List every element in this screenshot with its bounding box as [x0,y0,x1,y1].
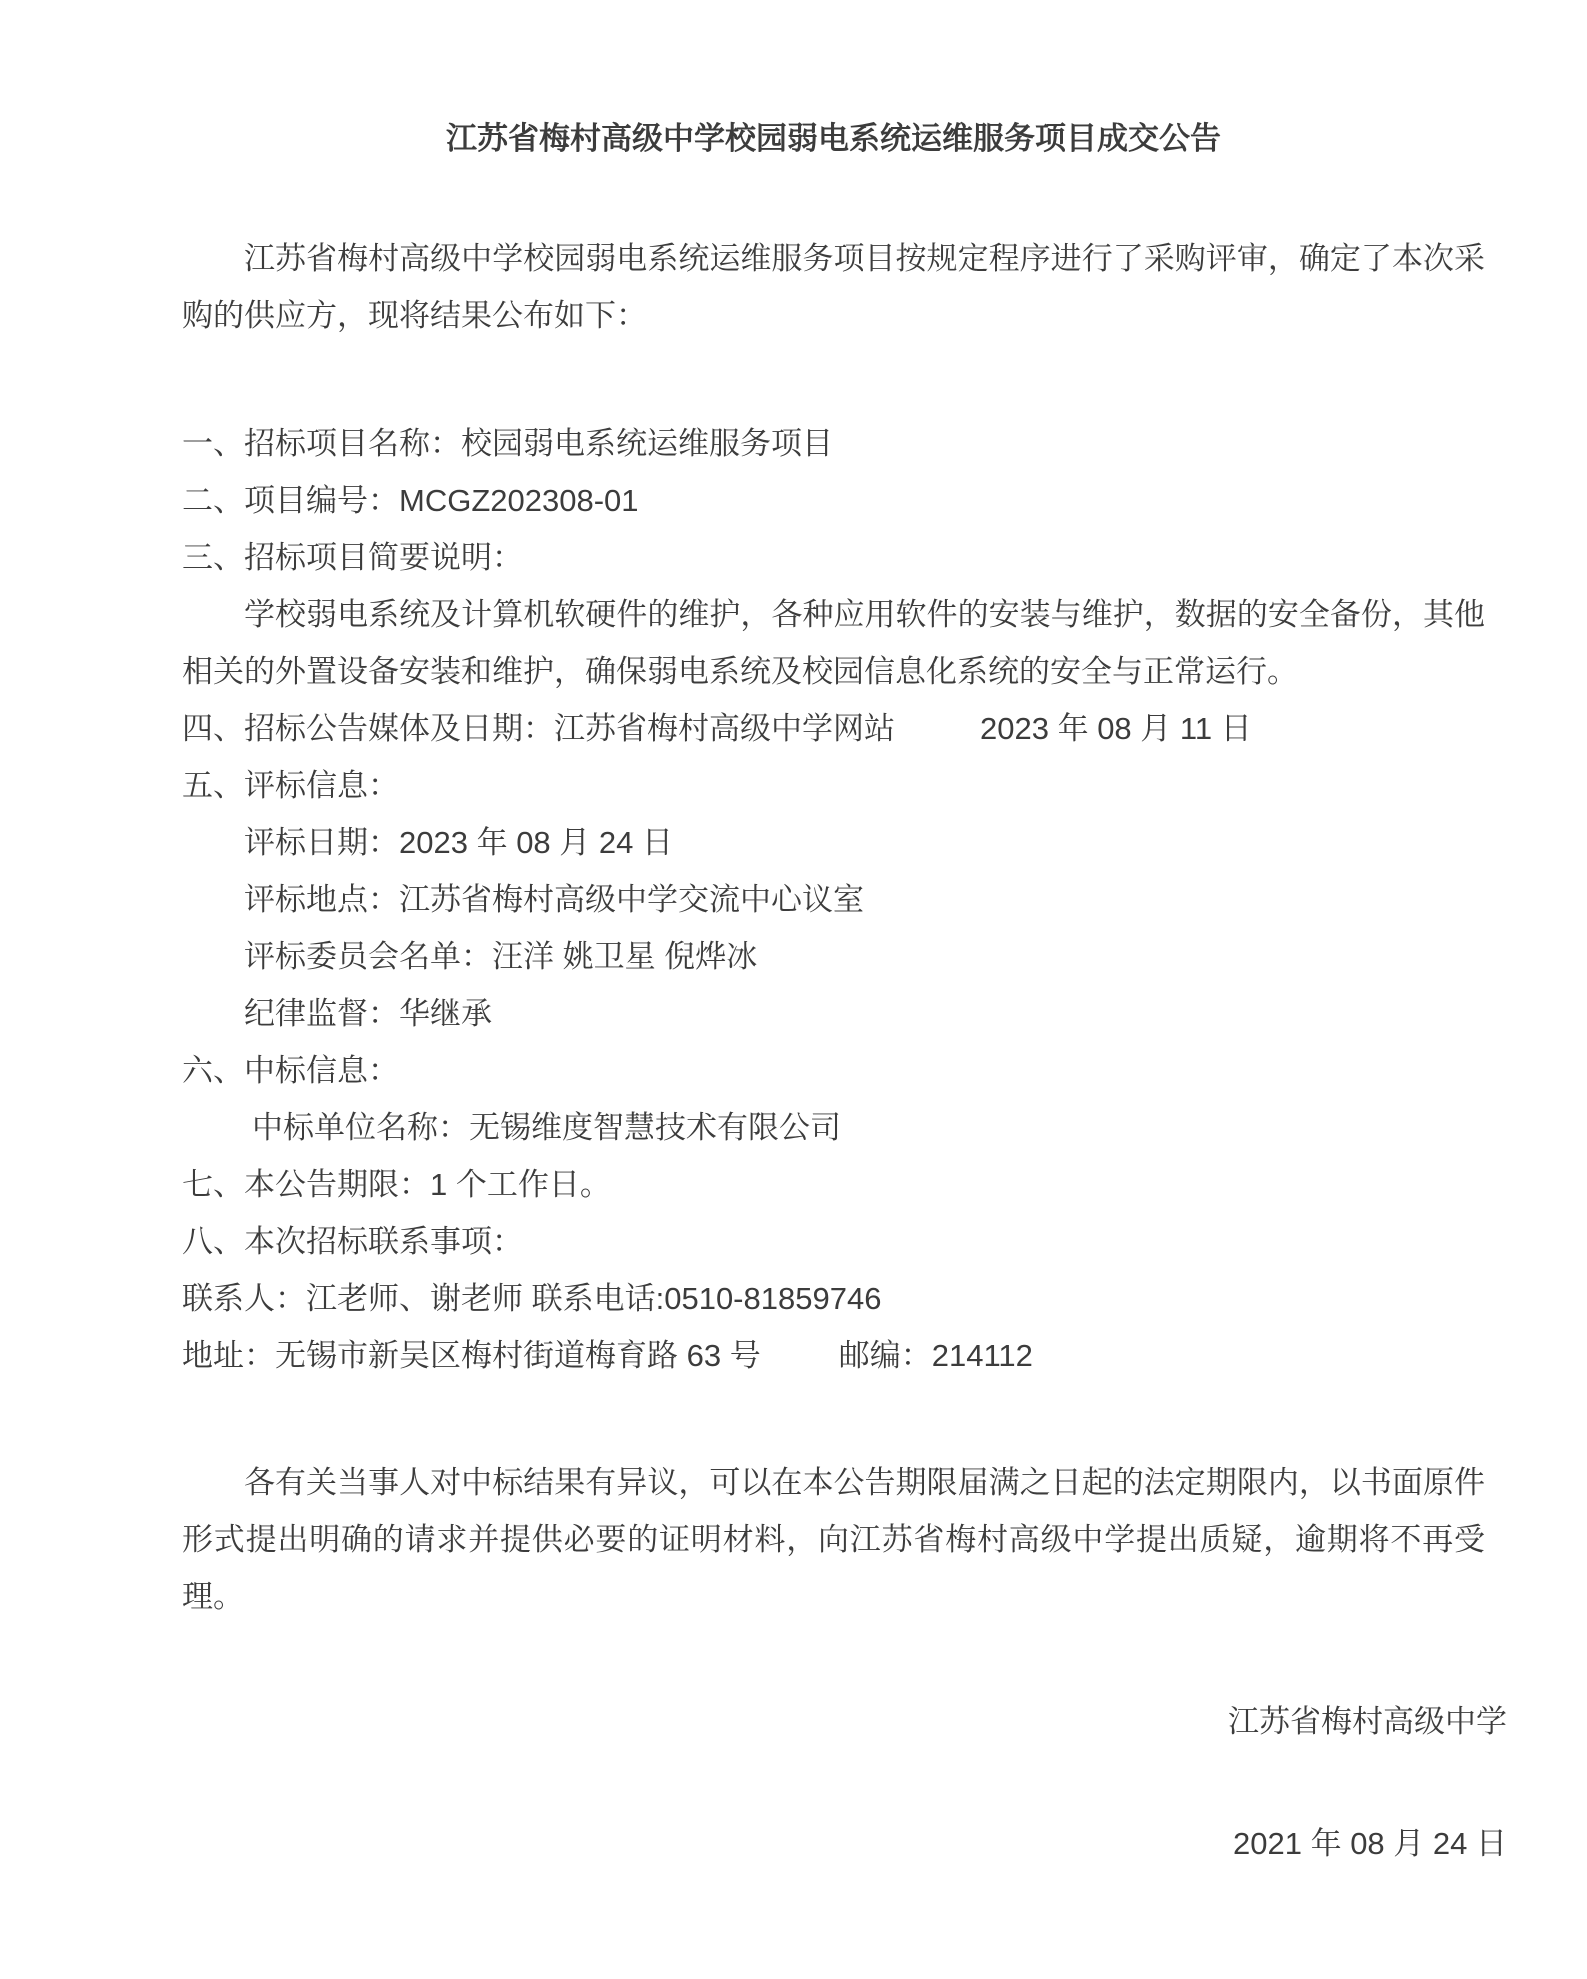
signature-school-name: 江苏省梅村高级中学 [1228,1704,1507,1739]
evaluation-place: 评标地点：江苏省梅村高级中学交流中心议室 [244,882,864,917]
signature-date: 2021 年 08 月 24 日 [1233,1826,1507,1861]
item-8-contact-matters-label: 八、本次招标联系事项： [182,1224,523,1259]
item-1-project-name: 一、招标项目名称：校园弱电系统运维服务项目 [182,426,833,461]
item-4-announcement-media-date [182,700,1485,757]
spacer [182,167,1485,230]
address-postal-line [182,1327,1485,1384]
item-4-announce-date: 2023 年 08 月 11 日 [980,711,1252,746]
item-3-brief-description-label: 三、招标项目简要说明： [182,540,523,575]
item-2-project-number: 二、项目编号：MCGZ202308-01 [182,483,639,518]
address-text: 地址：无锡市新吴区梅村街道梅育路 63 号 [182,1338,761,1373]
discipline-supervisor: 纪律监督：华继承 [244,996,492,1031]
document-title: 江苏省梅村高级中学校园弱电系统运维服务项目成交公告 [446,121,1221,156]
postal-code: 邮编：214112 [838,1338,1033,1373]
spacer [182,1750,1485,1815]
contact-person-phone: 联系人：江老师、谢老师 联系电话:0510-81859746 [182,1281,882,1316]
spacer [182,1625,1485,1693]
item-5-evaluation-info-label: 五、评标信息： [182,768,399,803]
item-7-announcement-period: 七、本公告期限：1 个工作日。 [182,1167,611,1202]
item-3-brief-description-text: 学校弱电系统及计算机软硬件的维护，各种应用软件的安装与维护，数据的安全备份，其他相关的外置设备安装和维护，确保弱电系统及校园信息化系统的安全与正常运行。 [182,597,1485,689]
item-6-award-info-label: 六、中标信息： [182,1053,399,1088]
evaluation-date: 评标日期：2023 年 08 月 24 日 [244,825,673,860]
evaluation-committee: 评标委员会名单：汪洋 姚卫星 倪烨冰 [244,939,758,974]
winning-bidder-name: 中标单位名称：无锡维度智慧技术有限公司 [252,1110,841,1145]
closing-paragraph: 各有关当事人对中标结果有异议，可以在本公告期限届满之日起的法定期限内，以书面原件形式提出明确的请求并提供必要的证明材料，向江苏省梅村高级中学提出质疑，逾期将不再受理。 [182,1465,1485,1614]
spacer [182,1384,1485,1454]
announcement-document [182,110,1507,1872]
intro-paragraph: 江苏省梅村高级中学校园弱电系统运维服务项目按规定程序进行了采购评审，确定了本次采购的供应方，现将结果公布如下： [182,241,1485,333]
spacer [182,344,1485,415]
item-4-media-label: 四、招标公告媒体及日期：江苏省梅村高级中学网站 [182,711,895,746]
